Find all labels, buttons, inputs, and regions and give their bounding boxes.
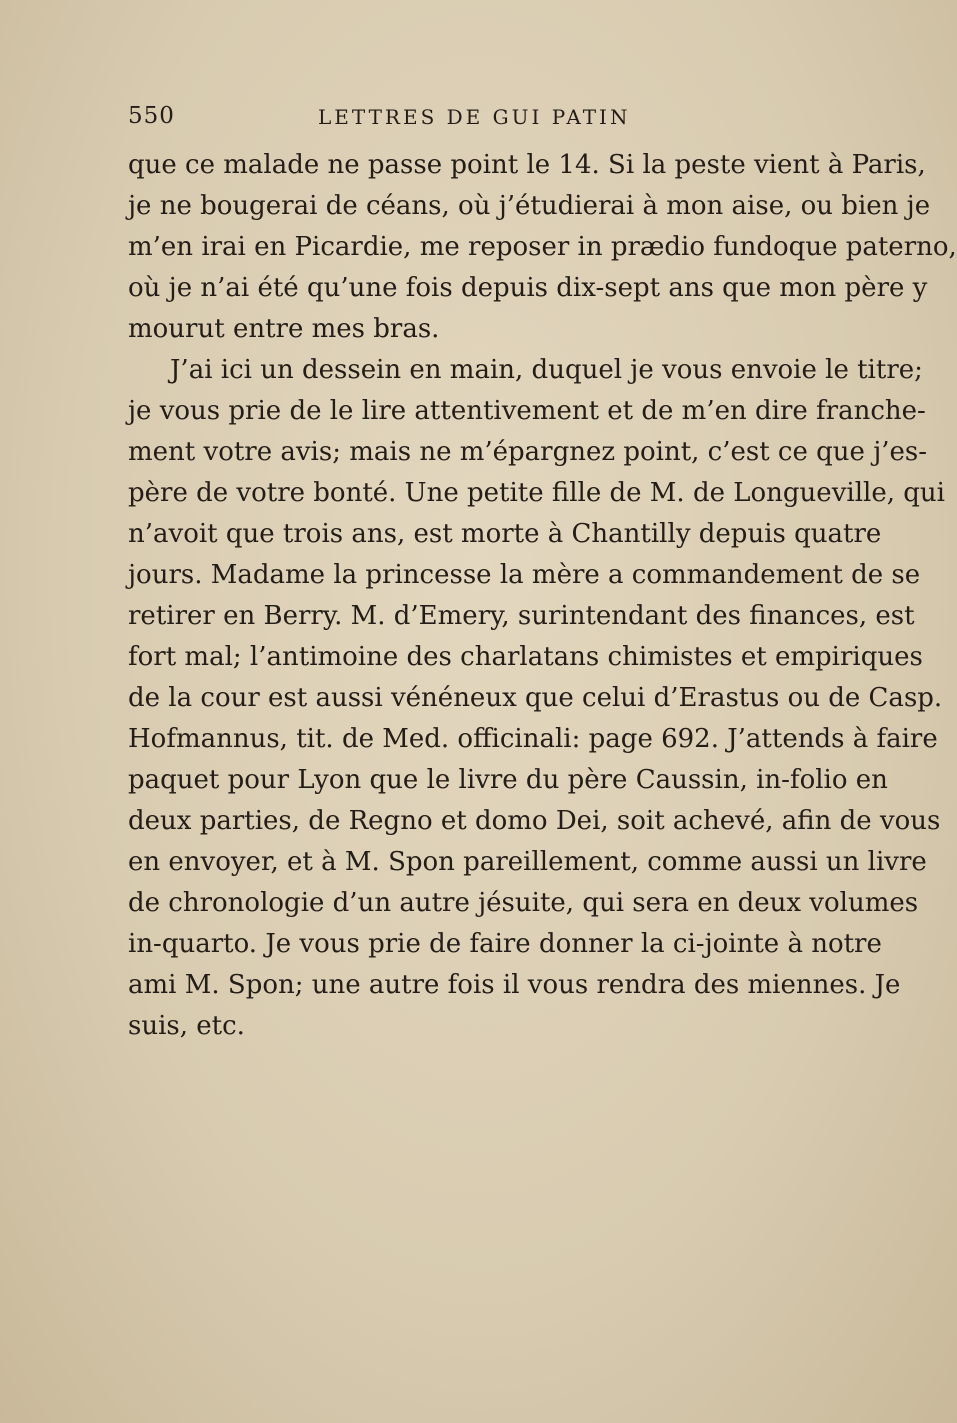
text-line: je vous prie de le lire attentivement et de m’en dire franche- bbox=[128, 396, 926, 426]
text-line: ment votre avis; mais ne m’épargnez point, c’est ce que j’es- bbox=[128, 437, 928, 467]
text-line: ami M. Spon; une autre fois il vous rendra des miennes. Je bbox=[128, 970, 901, 1000]
text-line: J’ai ici un dessein en main, duquel je vous envoie le titre; bbox=[170, 355, 923, 385]
text-line: que ce malade ne passe point le 14. Si la peste vient à Paris, bbox=[128, 150, 926, 180]
text-line: deux parties, de Regno et domo Dei, soit achevé, afin de vous bbox=[128, 806, 941, 836]
running-head: LETTRES DE GUI PATIN bbox=[318, 105, 631, 129]
page-header bbox=[128, 103, 768, 143]
text-line: retirer en Berry. M. d’Emery, surintendant des finances, est bbox=[128, 601, 915, 631]
text-line: jours. Madame la princesse la mère a commandement de se bbox=[128, 560, 921, 590]
text-line: de la cour est aussi vénéneux que celui d’Erastus ou de Casp. bbox=[128, 683, 943, 713]
text-line: fort mal; l’antimoine des charlatans chimistes et empiriques bbox=[128, 642, 923, 672]
text-line: de chronologie d’un autre jésuite, qui sera en deux volumes bbox=[128, 888, 919, 918]
text-line: paquet pour Lyon que le livre du père Caussin, in-folio en bbox=[128, 765, 888, 795]
text-line: Hofmannus, tit. de Med. officinali: page 692. J’attends à faire bbox=[128, 724, 938, 754]
text-line: en envoyer, et à M. Spon pareillement, comme aussi un livre bbox=[128, 847, 927, 877]
text-line: suis, etc. bbox=[128, 1011, 245, 1041]
text-line: mourut entre mes bras. bbox=[128, 314, 440, 344]
page-number: 550 bbox=[128, 103, 175, 129]
text-line: in-quarto. Je vous prie de faire donner la ci-jointe à notre bbox=[128, 929, 882, 959]
text-line: n’avoit que trois ans, est morte à Chantilly depuis quatre bbox=[128, 519, 882, 549]
text-line: où je n’ai été qu’une fois depuis dix-sept ans que mon père y bbox=[128, 273, 928, 303]
text-line: père de votre bonté. Une petite fille de M. de Longueville, qui bbox=[128, 478, 945, 508]
text-line: je ne bougerai de céans, où j’étudierai à mon aise, ou bien je bbox=[128, 191, 931, 221]
text-line: m’en irai en Picardie, me reposer in prædio fundoque paterno, bbox=[128, 232, 957, 262]
